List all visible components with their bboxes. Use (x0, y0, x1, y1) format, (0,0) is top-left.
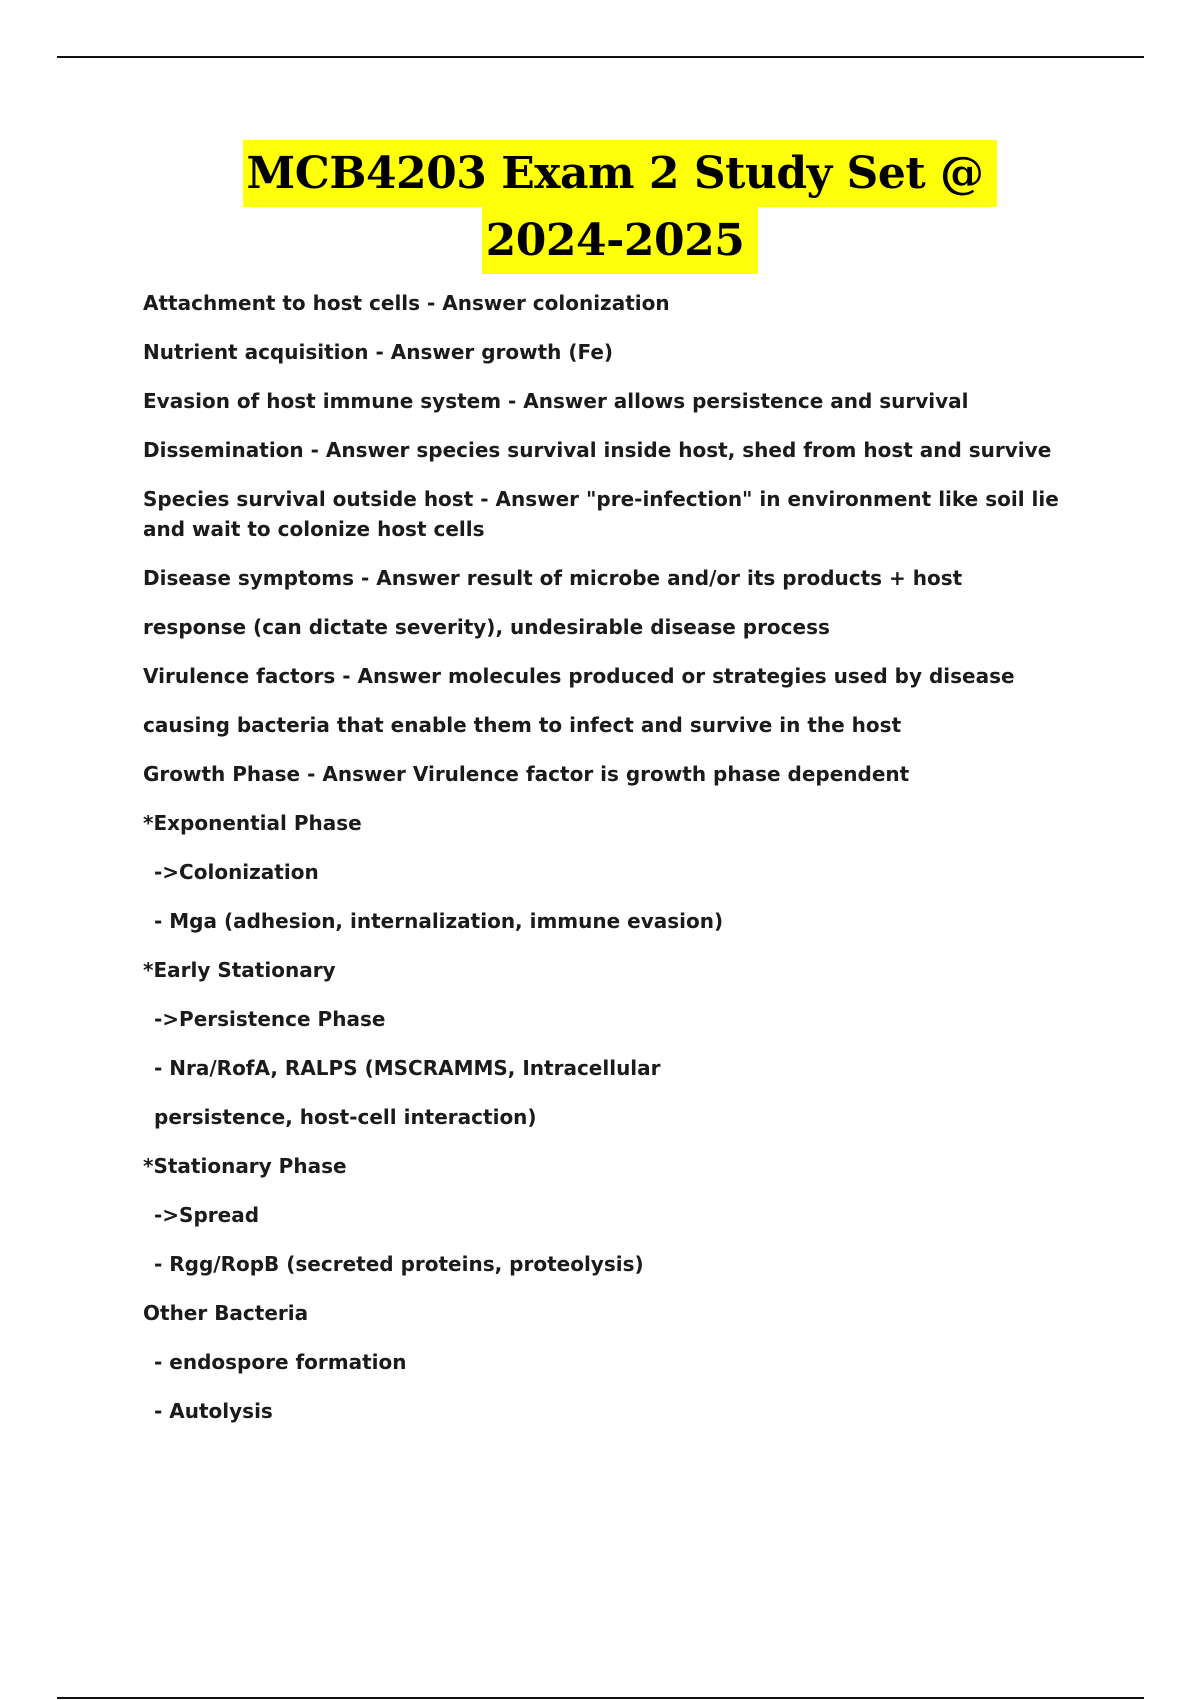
entry-line: Growth Phase - Answer Virulence factor is growth phase dependent (143, 762, 910, 786)
title-line-1: MCB4203 Exam 2 Study Set @ (243, 140, 998, 207)
entry-line: Other Bacteria (143, 1301, 309, 1325)
entry-line: *Exponential Phase (143, 811, 362, 835)
entry-line: Evasion of host immune system - Answer allows persistence and survival (143, 389, 969, 413)
entry-line: - Mga (adhesion, internalization, immune evasion) (154, 909, 724, 933)
study-set-content (143, 288, 1083, 1445)
entry-line: Virulence factors - Answer molecules produced or strategies used by disease (143, 664, 1015, 688)
entry-line: Disease symptoms - Answer result of microbe and/or its products + host (143, 566, 963, 590)
entry-line: - Rgg/RopB (secreted proteins, proteolysis) (154, 1252, 644, 1276)
entry-line: Nutrient acquisition - Answer growth (Fe) (143, 340, 614, 364)
title-line-2: 2024-2025 (482, 207, 759, 274)
entry-line: - Nra/RofA, RALPS (MSCRAMMS, Intracellular (154, 1056, 661, 1080)
entry-line: response (can dictate severity), undesirable disease process (143, 615, 830, 639)
entry-line: - endospore formation (154, 1350, 407, 1374)
document-title (0, 140, 1200, 274)
entry-line: - Autolysis (154, 1399, 273, 1423)
entry-line: Species survival outside host - Answer "pre-infection" in environment like soil lie and wait to colonize host cells (143, 487, 1066, 541)
entry-line: ->Colonization (154, 860, 319, 884)
entry-line: ->Persistence Phase (154, 1007, 386, 1031)
top-rule (57, 56, 1144, 58)
entry-line: Attachment to host cells - Answer colonization (143, 291, 670, 315)
entry-line: causing bacteria that enable them to infect and survive in the host (143, 713, 902, 737)
entry-line: *Stationary Phase (143, 1154, 347, 1178)
entry-line: ->Spread (154, 1203, 260, 1227)
bottom-rule (57, 1697, 1144, 1699)
entry-line: *Early Stationary (143, 958, 336, 982)
entry-line: persistence, host-cell interaction) (154, 1105, 537, 1129)
entry-line: Dissemination - Answer species survival inside host, shed from host and survive (143, 438, 1052, 462)
